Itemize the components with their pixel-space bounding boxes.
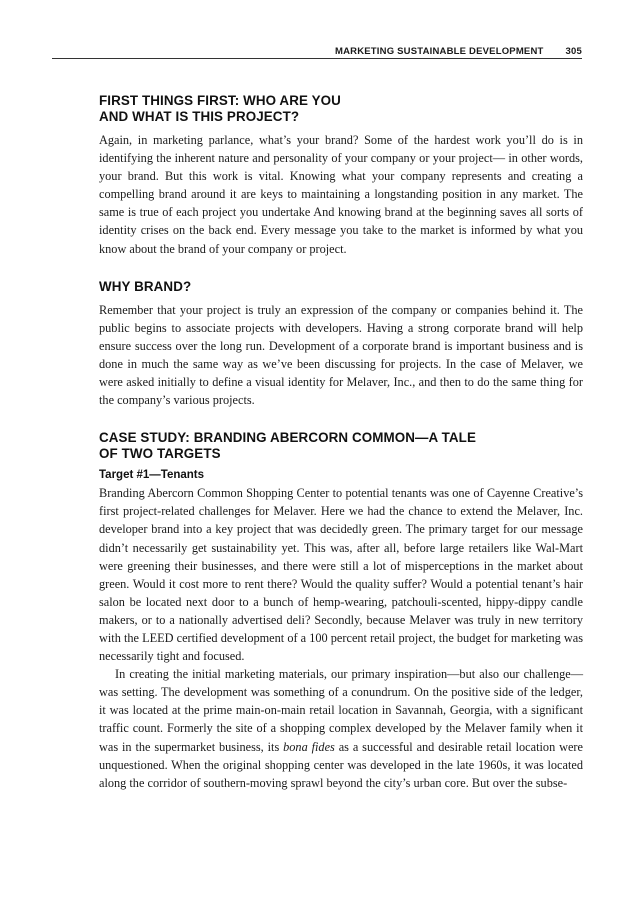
running-title: MARKETING SUSTAINABLE DEVELOPMENT: [334, 45, 544, 57]
italic-phrase: bona fides: [283, 739, 335, 754]
heading-line: AND WHAT IS THIS PROJECT?: [99, 109, 300, 124]
heading-line: FIRST THINGS FIRST: WHO ARE YOU: [99, 93, 341, 108]
section-why-brand: [99, 279, 583, 410]
section-heading: [99, 430, 583, 462]
paragraph: Again, in marketing parlance, what’s your brand? Some of the hardest work you’ll do is in identifying the inherent nature and personality of your company or your project— in other words, your brand. But this work is vital. Knowing what your company represents and creating a compelling brand around it are keys to maintaining a longstanding position in any market. The same is true of each project you undertake And knowing brand at the beginning saves all sorts of identity crises on the back end. Every message you take to the market is informed by what you know about the brand of your company or project.: [99, 133, 583, 256]
paragraph: [99, 665, 583, 792]
heading-line: OF TWO TARGETS: [99, 446, 221, 462]
section-heading: WHY BRAND?: [99, 278, 192, 294]
heading-line: CASE STUDY: BRANDING ABERCORN COMMON—A TALE: [99, 430, 476, 446]
paragraph: Remember that your project is truly an expression of the company or companies behind it. The public begins to associate projects with developers. Having a strong corporate brand will help ensure success over the long run. Development of a corporate brand is important business and is done in much the same way as we’ve been discussing for projects. In the case of Melaver, we were asked initially to define a visual identity for Melaver, Inc., and then to do the same thing for the company’s various projects.: [99, 302, 583, 408]
paragraph-text: In creating the initial marketing materials, our primary inspiration—but also our challenge—was setting. The development was something of a conundrum. On the positive side of the ledger, it was located at the prime main-on-main retail location in Savannah, Georgia, with a significant traffic count. Formerly the site of a shopping complex developed by the Melaver family when it was in the supermarket business, its: [99, 667, 583, 754]
subsection-heading: Target #1—Tenants: [99, 469, 205, 482]
section-heading: [99, 93, 583, 125]
section-case-study: [99, 430, 583, 792]
section-first-things-first: [99, 93, 583, 258]
page-number: 305: [565, 45, 582, 57]
header-rule: [52, 58, 582, 59]
page-content: [99, 93, 583, 813]
running-header: [52, 44, 582, 58]
paragraph: Branding Abercorn Common Shopping Center to potential tenants was one of Cayenne Creative’s first project-related challenges for Melaver. Here we had the chance to extend the Melaver, Inc. developer brand into a key project that was decidedly green. The primary target for our message didn’t necessarily get sustainability yet. This was, after all, before large retailers like Wal-Mart were greening their businesses, and there were still a lot of misperceptions in the market about green. Would it cost more to rent there? Would the quality suffer? Would a potential tenant’s hair salon be located next door to a bunch of hemp-wearing, patchouli-scented, hippy-dippy candle makers, or to a nationally advertised deli? Secondly, because Melaver was truly in new territory with the LEED certified development of a 100 percent retail project, the budget for marketing was necessarily tight and focused.: [99, 486, 583, 664]
paragraph-text: as a successful and desirable retail location were unquestioned. When the original shopping center was developed in the late 1960s, it was located along the corridor of southern-moving sprawl beyond the city’s urban core. But over the subse-: [99, 739, 583, 790]
